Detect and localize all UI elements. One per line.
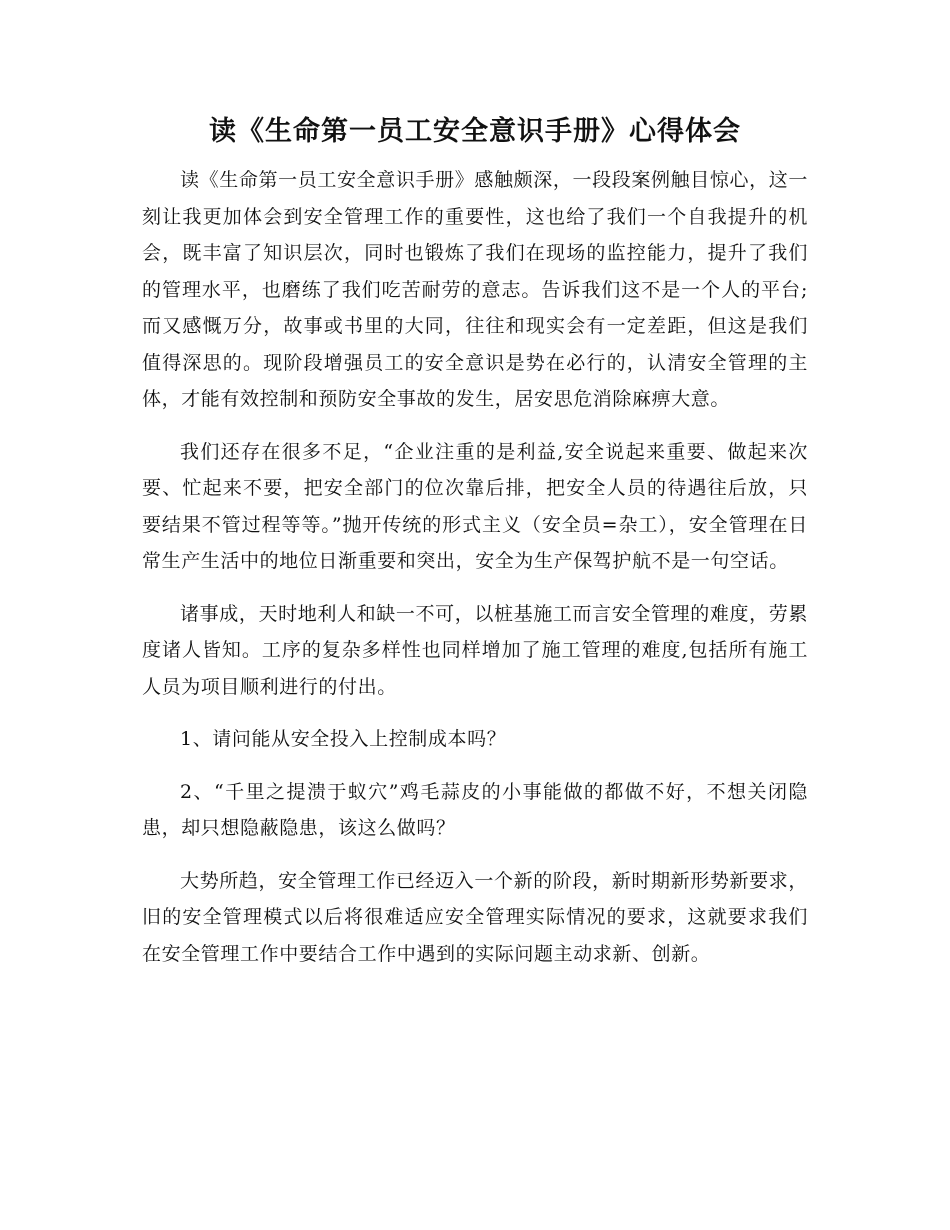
paragraph-intro: 读《生命第一员工安全意识手册》感触颇深，一段段案例触目惊心，这一刻让我更加体会到安全管理工作的重要性，这也给了我们一个自我提升的机会，既丰富了知识层次，同时也锻炼了我们在现场的监控能力，提升了我们的管理水平，也磨练了我们吃苦耐劳的意志。告诉我们这不是一个人的平台;而又感慨万分，故事或书里的大同，往往和现实会有一定差距，但这是我们值得深思的。现阶段增强员工的安全意识是势在必行的，认清安全管理的主体，才能有效控制和预防安全事故的发生，居安思危消除麻痹大意。 — [142, 169, 808, 410]
paragraph-conclusion: 大势所趋，安全管理工作已经迈入一个新的阶段，新时期新形势新要求，旧的安全管理模式以后将很难适应安全管理实际情况的要求，这就要求我们在安全管理工作中要结合工作中遇到的实际问题主动求新、创新。 — [142, 869, 808, 965]
paragraph-shortcomings: 我们还存在很多不足，“企业注重的是利益,安全说起来重要、做起来次要、忙起来不要，把安全部门的位次靠后排，把安全人员的待遇往后放，只要结果不管过程等等。”抛开传统的形式主义（安全员=杂工），安全管理在日常生产生活中的地位日渐重要和突出，安全为生产保驾护航不是一句空话。 — [142, 440, 808, 572]
paragraph-difficulty: 诸事成，天时地利人和缺一不可，以桩基施工而言安全管理的难度，劳累度诸人皆知。工序的复杂多样性也同样增加了施工管理的难度,包括所有施工人员为项目顺利进行的付出。 — [142, 602, 808, 698]
paragraph-question-1: 1、请问能从安全投入上控制成本吗？ — [180, 728, 507, 750]
document-title: 读《生命第一员工安全意识手册》心得体会 — [209, 116, 741, 147]
paragraph-question-2: 2、“千里之提溃于蚁穴”鸡毛蒜皮的小事能做的都做不好，不想关闭隐患，却只想隐蔽隐患，该这么做吗？ — [142, 780, 808, 839]
